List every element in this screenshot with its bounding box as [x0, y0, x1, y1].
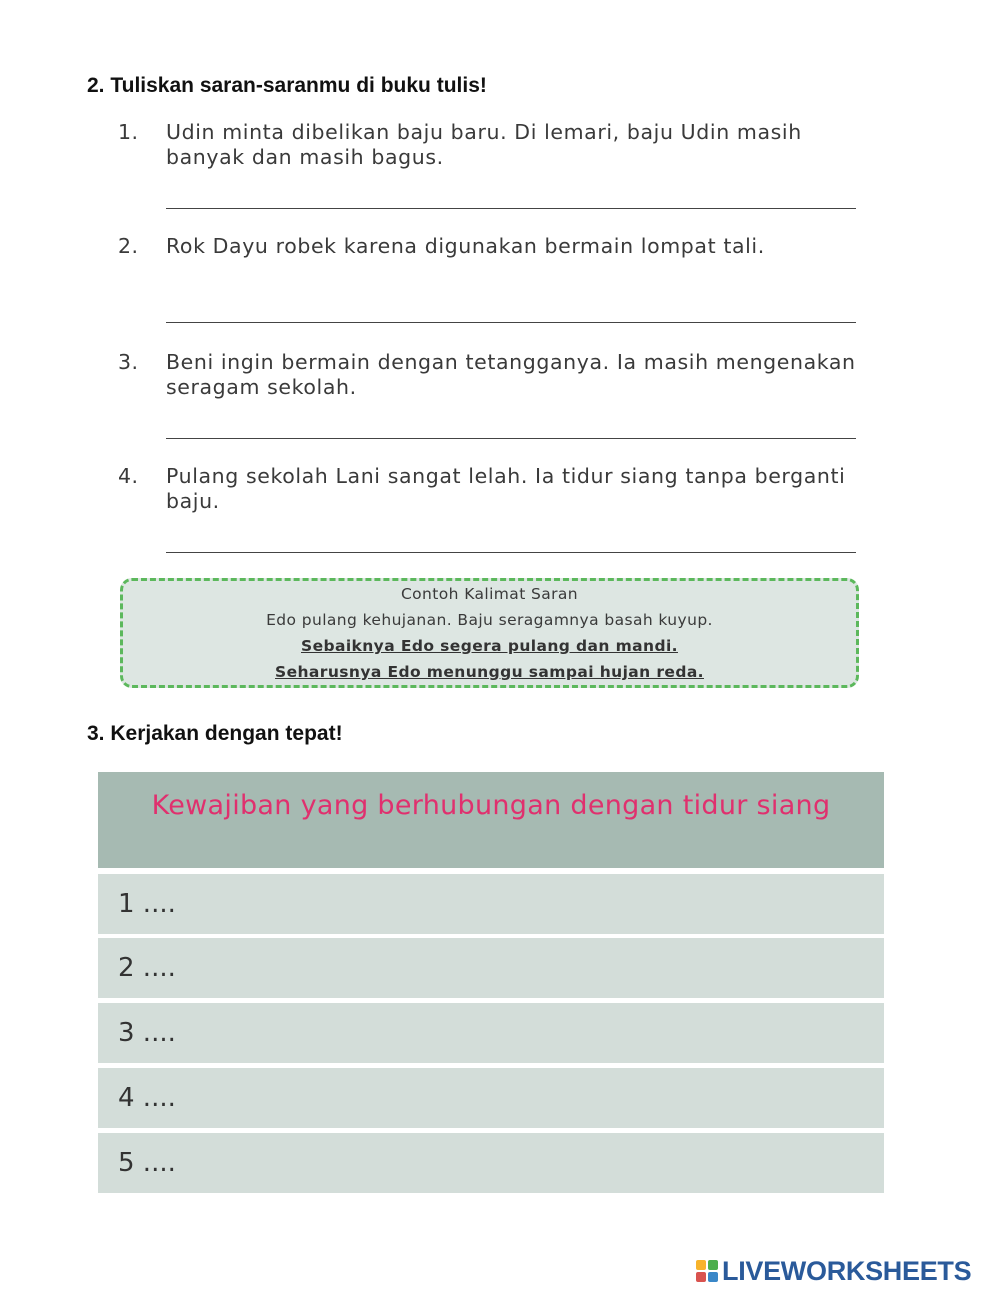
example-sentence: Edo pulang kehujanan. Baju seragamnya basah kuyup. [266, 611, 713, 629]
answer-line-1[interactable] [166, 208, 856, 209]
brand-name: LIVEWORKSHEETS [722, 1256, 972, 1286]
section-3-heading: 3. Kerjakan dengan tepat! [87, 722, 343, 745]
example-suggestion-1: Sebaiknya Edo segera pulang dan mandi. [301, 637, 678, 655]
answer-line-4[interactable] [166, 552, 856, 553]
table-row-2[interactable]: 2 .... [98, 938, 884, 998]
table-row-4[interactable]: 4 .... [98, 1068, 884, 1128]
question-text: Pulang sekolah Lani sangat lelah. Ia tidur siang tanpa berganti baju. [166, 464, 846, 513]
question-number: 1. [118, 120, 139, 144]
table-header: Kewajiban yang berhubungan dengan tidur siang [98, 772, 884, 868]
liveworksheets-logo-icon [696, 1260, 718, 1282]
question-text: Rok Dayu robek karena digunakan bermain lompat tali. [166, 234, 765, 258]
question-number: 2. [118, 234, 139, 258]
question-text: Udin minta dibelikan baju baru. Di lemari, baju Udin masih banyak dan masih bagus. [166, 120, 802, 169]
question-number: 4. [118, 464, 139, 488]
question-number: 3. [118, 350, 139, 374]
answer-line-3[interactable] [166, 438, 856, 439]
example-title: Contoh Kalimat Saran [400, 585, 579, 603]
example-suggestion-2: Seharusnya Edo menunggu sampai hujan reda. [275, 663, 704, 681]
answer-line-2[interactable] [166, 322, 856, 323]
table-row-3[interactable]: 3 .... [98, 1003, 884, 1063]
question-text: Beni ingin bermain dengan tetangganya. Ia masih mengenakan seragam sekolah. [166, 350, 856, 399]
table-row-1[interactable]: 1 .... [98, 874, 884, 934]
section-2-heading: 2. Tuliskan saran-saranmu di buku tulis! [87, 74, 487, 97]
example-box [120, 578, 859, 688]
table-row-5[interactable]: 5 .... [98, 1133, 884, 1193]
